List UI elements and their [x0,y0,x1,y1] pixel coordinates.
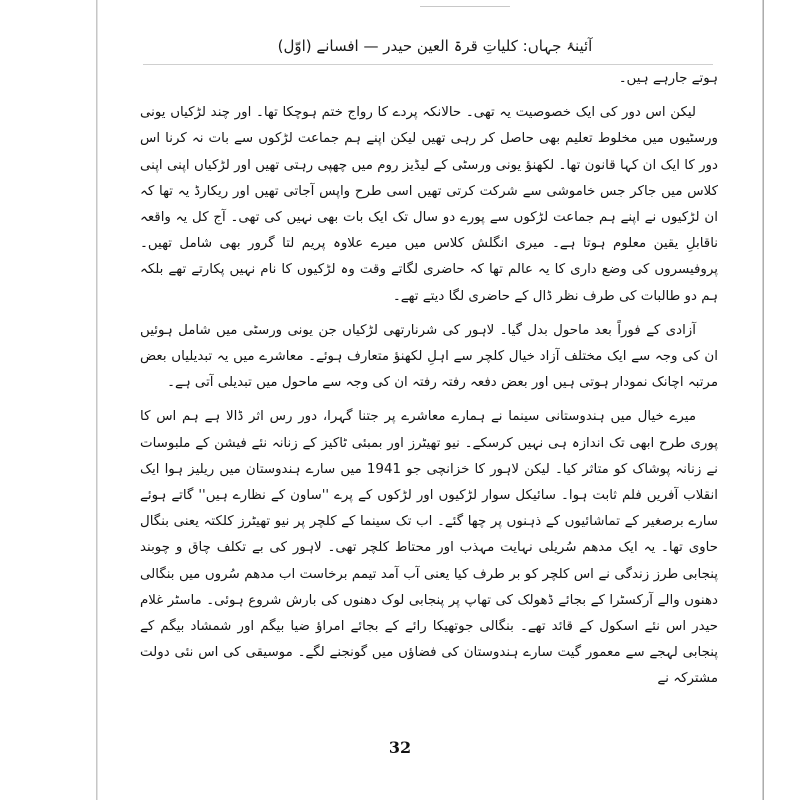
paragraph: لیکن اس دور کی ایک خصوصیت یہ تھی۔ حالانکہ پردے کا رواج ختم ہوچکا تھا۔ اور چند لڑکیاں یونی ورسٹیوں میں مخلوط تعلیم بھی حاصل کر رہی تھیں لیکن اپنے ہم جماعت لڑکوں سے بات نہ کرنا اس دور کا ایک ان کہا قانون تھا۔ لکھنؤ یونی ورسٹی کے لیڈیز روم میں چھپی رہتی تھیں اور لڑکیاں اپنی اپنی کلاس میں جاکر جس خاموشی سے شرکت کرتی تھیں اسی طرح واپس آجاتی تھیں اور ریکارڈ یہ تھا کہ ان لڑکیوں نے اپنے ہم جماعت لڑکوں سے پورے دو سال تک ایک بات بھی نہیں کی تھی۔ آج کل یہ واقعہ ناقابلِ یقین معلوم ہوتا ہے۔ میری انگلش کلاس میں میرے علاوہ پریم لتا گرور بھی شامل تھیں۔ پروفیسروں کی وضع داری کا یہ عالم تھا کہ حاضری لگاتے وقت وہ لڑکیوں کا نام نہیں پکارتے تھے بلکہ ہم دو طالبات کی طرف نظر ڈال کے حاضری لگا دیتے تھے۔ [140,105,718,304]
body-text [140,66,718,701]
running-header: آئینۂ جہاں: کلیاتِ قرۃ العین حیدر — افسانے (اوّل) [277,37,593,55]
page-edge-left [96,0,98,800]
paragraph: ہوتے جارہے ہیں۔ [618,71,718,86]
page-edge-right [762,0,764,800]
paragraph: میرے خیال میں ہندوستانی سینما نے ہمارے معاشرے پر جتنا گہرا، دور رس اثر ڈالا ہے ہم اس کا پوری طرح ابھی تک اندازہ ہی نہیں کرسکے۔ نیو تھیٹرز اور بمبئی ٹاکیز کے زنانہ نئے فیشن کے ملبوسات نے زنانہ پوشاک کو متاثر کیا۔ لیکن لاہور کا خزانچی جو 1941 میں سارے ہندوستان میں ریلیز ہوا ایک انقلاب آفریں فلم ثابت ہوا۔ سائیکل سوار لڑکیوں اور لڑکوں کے پرے ''ساون کے نظارے ہیں'' گاتے ہوئے سارے برصغیر کے تماشائیوں کے ذہنوں پر چھا گئے۔ اب تک سینما کے کلچر پر نیو تھیٹرز کلکتہ یعنی بنگال حاوی تھا۔ یہ ایک مدھم سُریلی نہایت مہذب اور محتاط کلچر تھی۔ لاہور کی بے تکلف چاق و چوبند پنجابی طرز زندگی نے اس کلچر کو بر طرف کیا یعنی آب آمد تیمم برخاست اب مدھم سُروں میں بنگالی دھنوں والے آرکسٹرا کے بجائے ڈھولک کی تھاپ پر پنجابی لوک دھنوں کی بارش شروع ہوئی۔ ماسٹر غلام حیدر اس نئے اسکول کے قائد تھے۔ بنگالی جوتھیکا رائے کے بجائے امراؤ ضیا بیگم اور شمشاد بیگم کے پنجابی لہجے سے معمور گیت سارے ہندوستان کی فضاؤں میں گونجنے لگے۔ موسیقی کی اس نئی دولت مشترکہ نے [140,409,719,687]
top-scan-mark [420,0,510,7]
header-divider [143,64,713,65]
page-number: 32 [388,738,412,757]
paragraph: آزادی کے فوراً بعد ماحول بدل گیا۔ لاہور کی شرنارتھی لڑکیاں جن یونی ورسٹی میں شامل ہوئیں ان کی وجہ سے ایک مختلف آزاد خیال کلچر سے اہلِ لکھنؤ متعارف ہوئے۔ معاشرے میں یہ تبدیلیاں بعض مرتبہ اچانک نمودار ہوتی ہیں اور بعض دفعہ رفتہ رفتہ ان کی وجہ سے ماحول میں تبدیلی آتی ہے۔ [140,322,718,391]
